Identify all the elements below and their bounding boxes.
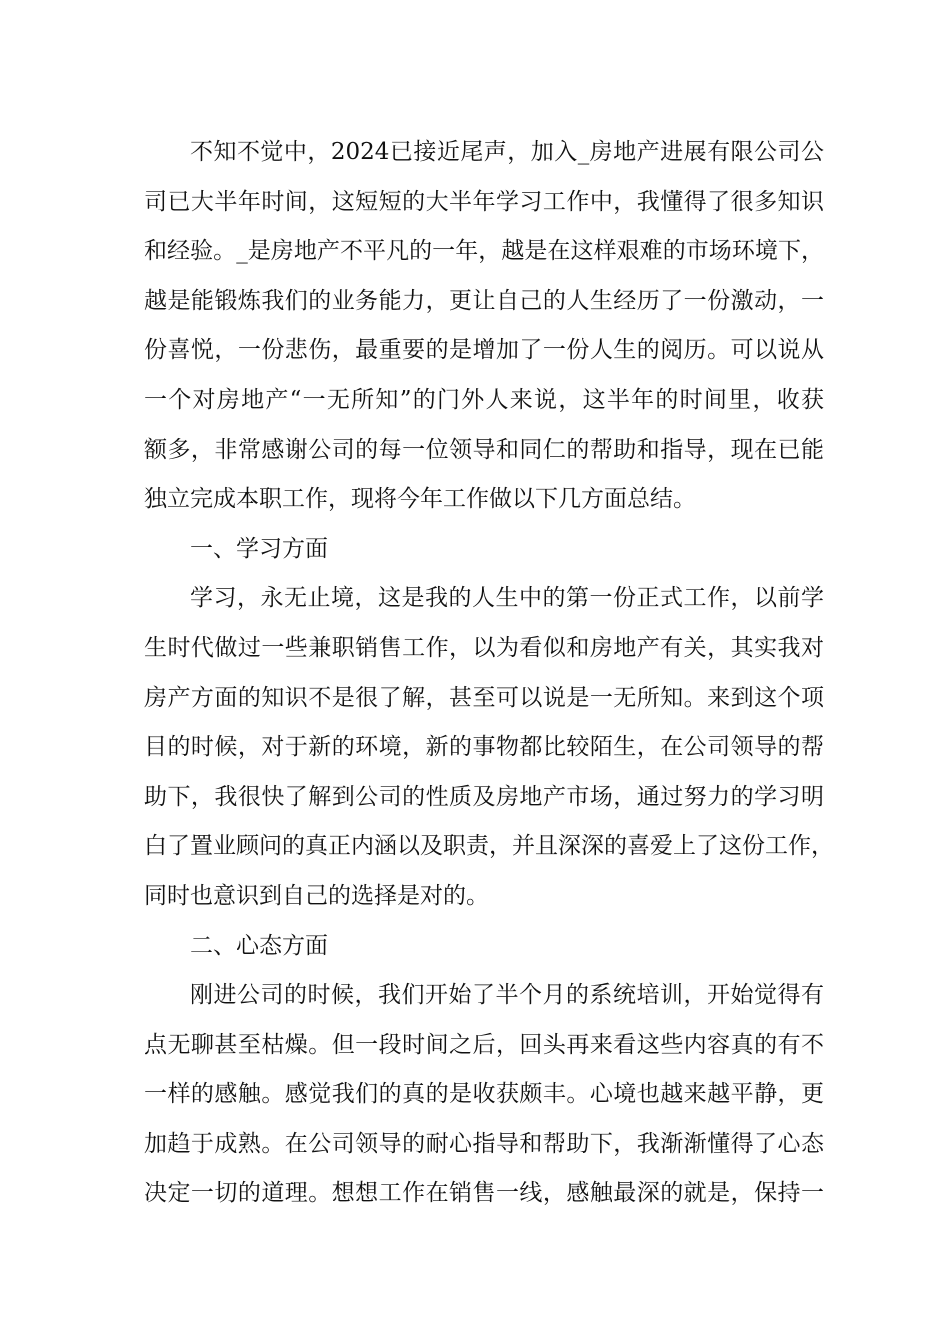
paragraph-line: 房产方面的知识不是很了解，甚至可以说是一无所知。来到这个项 [144, 684, 824, 711]
paragraph-line: 刚进公司的时候，我们开始了半个月的系统培训，开始觉得有 [190, 982, 824, 1009]
paragraph-line: 独立完成本职工作，现将今年工作做以下几方面总结。 [144, 486, 696, 513]
paragraph-line: 和经验。_是房地产不平凡的一年，越是在这样艰难的市场环境下， [144, 238, 824, 265]
paragraph-line: 越是能锻炼我们的业务能力，更让自己的人生经历了一份激动，一 [144, 287, 824, 314]
paragraph-line: 目的时候，对于新的环境，新的事物都比较陌生，在公司领导的帮 [144, 734, 824, 761]
paragraph-line: 额多，非常感谢公司的每一位领导和同仁的帮助和指导，现在已能 [144, 436, 824, 463]
section-heading-study: 一、学习方面 [190, 535, 328, 562]
paragraph-line: 不知不觉中，2024已接近尾声，加入_房地产进展有限公司公 [190, 139, 824, 165]
paragraph-line: 决定一切的道理。想想工作在销售一线，感触最深的就是，保持一 [144, 1180, 824, 1207]
paragraph-line: 一个对房地产“一无所知”的门外人来说，这半年的时间里，收获 [144, 386, 824, 413]
document-body [144, 128, 834, 1219]
paragraph-line: 学习，永无止境，这是我的人生中的第一份正式工作，以前学 [190, 585, 824, 612]
paragraph-line: 加趋于成熟。在公司领导的耐心指导和帮助下，我渐渐懂得了心态 [144, 1130, 824, 1157]
paragraph-line: 生时代做过一些兼职销售工作，以为看似和房地产有关，其实我对 [144, 634, 824, 661]
section-heading-mindset: 二、心态方面 [190, 932, 328, 959]
paragraph-line: 同时也意识到自己的选择是对的。 [144, 882, 489, 909]
paragraph-line: 份喜悦，一份悲伤，最重要的是增加了一份人生的阅历。可以说从 [144, 337, 824, 364]
paragraph-line: 助下，我很快了解到公司的性质及房地产市场，通过努力的学习明 [144, 783, 824, 810]
paragraph-line: 司已大半年时间，这短短的大半年学习工作中，我懂得了很多知识 [144, 188, 824, 215]
paragraph-line: 一样的感触。感觉我们的真的是收获颇丰。心境也越来越平静，更 [144, 1081, 824, 1108]
paragraph-line: 白了置业顾问的真正内涵以及职责，并且深深的喜爱上了这份工作， [144, 833, 834, 860]
paragraph-line: 点无聊甚至枯燥。但一段时间之后，回头再来看这些内容真的有不 [144, 1031, 824, 1058]
